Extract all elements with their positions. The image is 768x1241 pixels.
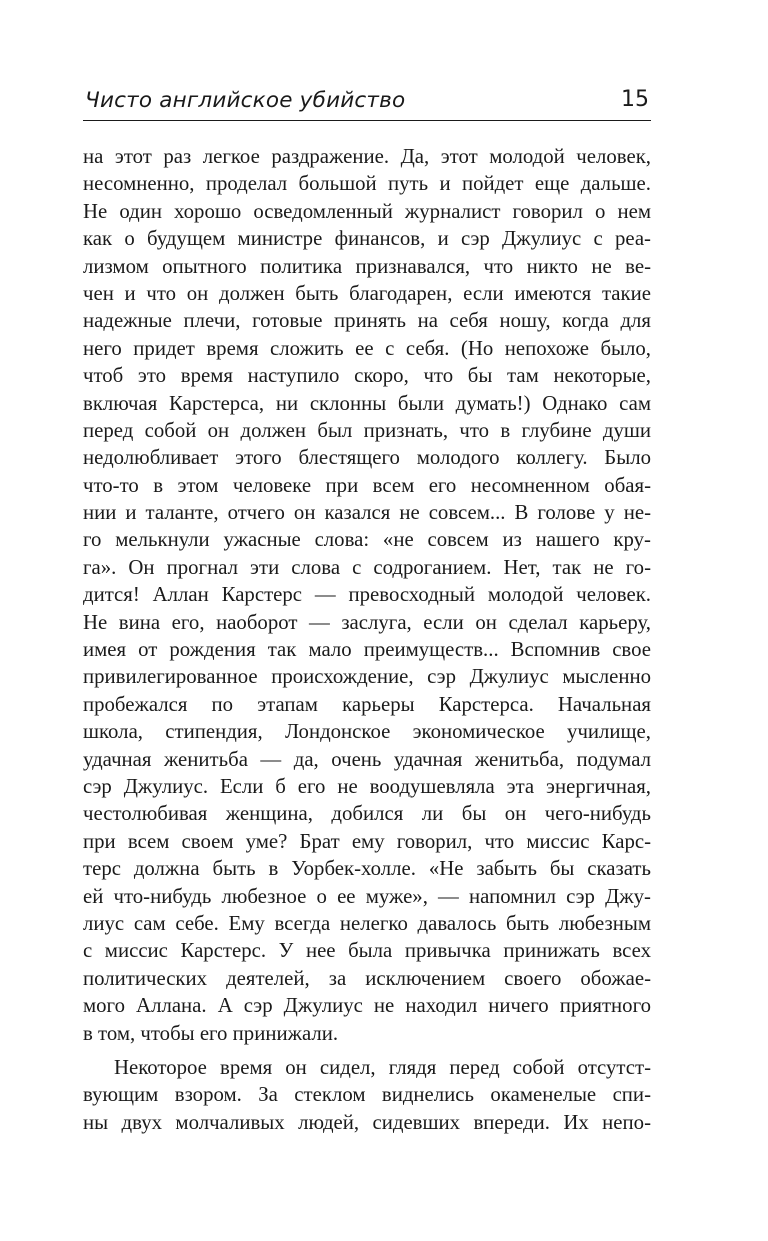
- text-line: лизмом опытного политика признавался, что никто не ве-: [83, 254, 651, 278]
- paragraph-2: [83, 1054, 651, 1136]
- running-head: [83, 86, 651, 121]
- text-line: перед собой он должен был признать, что в глубине души: [83, 418, 651, 442]
- text-line: на этот раз легкое раздражение. Да, этот молодой человек,: [83, 145, 651, 168]
- text-line: лиус сам себе. Ему всегда нелегко давалось быть любезным: [83, 911, 651, 935]
- text-line: как о будущем министре финансов, и сэр Джулиус с реа-: [83, 227, 651, 251]
- text-line: что-то в этом человеке при всем его несомненном обая-: [83, 473, 651, 497]
- text-line: включая Карстерса, ни склонны были думать!) Однако сам: [83, 391, 651, 415]
- text-line: несомненно, проделал большой путь и пойдет еще дальше.: [83, 172, 651, 196]
- paragraph-1: [83, 143, 651, 1047]
- paragraph-gap: [83, 1047, 651, 1054]
- text-line: привилегированное происхождение, сэр Джулиус мысленно: [83, 665, 651, 689]
- text-line: дится! Аллан Карстерс — превосходный молодой человек.: [83, 583, 651, 607]
- text-line: школа, стипендия, Лондонское экономическое училище,: [83, 720, 651, 744]
- text-line: честолюбивая женщина, добился ли бы он чего-нибудь: [83, 802, 651, 826]
- running-title: Чисто английское убийство: [85, 88, 406, 113]
- text-line: нии и таланте, отчего он казался не совсем... В голове у не-: [83, 501, 651, 525]
- text-line: го мелькнули ужасные слова: «не совсем из нашего кру-: [83, 528, 651, 552]
- text-line: при всем своем уме? Брат ему говорил, что миссис Карс-: [83, 829, 651, 853]
- page-number: 15: [621, 87, 649, 112]
- text-line: Некоторое время он сидел, глядя перед собой отсутст-: [114, 1055, 651, 1079]
- text-line: терс должна быть в Уорбек-холле. «Не забыть бы сказать: [83, 857, 651, 881]
- text-line: вующим взором. За стеклом виднелись окаменелые спи-: [83, 1083, 651, 1107]
- text-line: в том, чтобы его принижали.: [83, 1021, 339, 1045]
- text-line: сэр Джулиус. Если б его не воодушевляла эта энергичная,: [83, 774, 651, 798]
- body-text: [83, 143, 651, 1136]
- text-line: него придет время сложить ее с себя. (Но непохоже было,: [83, 336, 651, 360]
- text-line: надежные плечи, готовые принять на себя ношу, когда для: [83, 309, 651, 333]
- text-line: пробежался по этапам карьеры Карстерса. Начальная: [83, 692, 651, 716]
- text-line: Не один хорошо осведомленный журналист говорил о нем: [83, 199, 651, 223]
- text-line: га». Он прогнал эти слова с содроганием. Нет, так не го-: [83, 555, 651, 579]
- book-page: [83, 0, 651, 1241]
- text-line: ны двух молчаливых людей, сидевших впереди. Их непо-: [83, 1110, 651, 1134]
- text-line: недолюбливает этого блестящего молодого коллегу. Было: [83, 446, 651, 470]
- text-line: удачная женитьба — да, очень удачная женитьба, подумал: [83, 747, 651, 771]
- text-line: чен и что он должен быть благодарен, если имеются такие: [83, 281, 651, 305]
- text-line: с миссис Карстерс. У нее была привычка принижать всех: [83, 939, 651, 963]
- text-line: мого Аллана. А сэр Джулиус не находил ничего приятного: [83, 994, 651, 1018]
- text-line: Не вина его, наоборот — заслуга, если он сделал карьеру,: [83, 610, 651, 634]
- text-line: ей что-нибудь любезное о ее муже», — напомнил сэр Джу-: [83, 884, 651, 908]
- text-line: политических деятелей, за исключением своего обожае-: [83, 966, 651, 990]
- text-line: имея от рождения так мало преимуществ... Вспомнив свое: [83, 638, 651, 662]
- text-line: чтоб это время наступило скоро, что бы там некоторые,: [83, 364, 651, 388]
